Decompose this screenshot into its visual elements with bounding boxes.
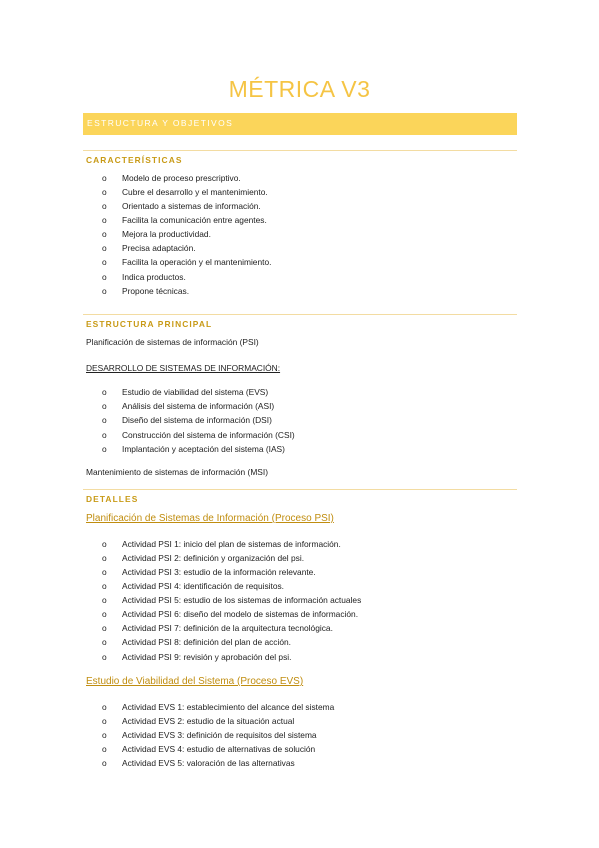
list-item: o Actividad PSI 9: revisión y aprobación del psi.	[102, 652, 292, 662]
bullet-icon: o	[102, 581, 107, 591]
list-item: o Actividad PSI 2: definición y organización del psi.	[102, 553, 305, 563]
bullet-icon: o	[102, 415, 107, 425]
bullet-icon: o	[102, 187, 107, 197]
list-item: o Precisa adaptación.	[102, 243, 196, 253]
bullet-icon: o	[102, 637, 107, 647]
list-item: o Orientado a sistemas de información.	[102, 201, 261, 211]
bullet-icon: o	[102, 215, 107, 225]
bullet-icon: o	[102, 623, 107, 633]
heading-caracteristicas: CARACTERÍSTICAS	[86, 155, 183, 165]
bullet-icon: o	[102, 652, 107, 662]
list-item: o Estudio de viabilidad del sistema (EVS)	[102, 387, 269, 397]
list-item: o Actividad EVS 3: definición de requisitos del sistema	[102, 730, 317, 740]
heading-detalles: DETALLES	[86, 494, 139, 504]
list-item: o Facilita la operación y el mantenimiento.	[102, 257, 272, 267]
list-item: o Cubre el desarrollo y el mantenimiento.	[102, 187, 268, 197]
psi-process-title: Planificación de Sistemas de Información (Proceso PSI)	[86, 513, 334, 524]
bullet-icon: o	[102, 286, 107, 296]
bullet-icon: o	[102, 595, 107, 605]
bullet-icon: o	[102, 243, 107, 253]
bullet-icon: o	[102, 730, 107, 740]
list-item: o Facilita la comunicación entre agentes.	[102, 215, 267, 225]
list-item: o Construcción del sistema de información (CSI)	[102, 430, 295, 440]
list-item: o Actividad PSI 1: inicio del plan de sistemas de información.	[102, 539, 341, 549]
list-item: o Mejora la productividad.	[102, 229, 211, 239]
list-item: o Actividad PSI 3: estudio de la información relevante.	[102, 567, 316, 577]
bullet-icon: o	[102, 539, 107, 549]
bullet-icon: o	[102, 401, 107, 411]
psi-label: Planificación de sistemas de información (PSI)	[86, 337, 259, 347]
bullet-icon: o	[102, 567, 107, 577]
list-item: o Actividad PSI 8: definición del plan de acción.	[102, 637, 292, 647]
list-item: o Actividad EVS 2: estudio de la situación actual	[102, 716, 295, 726]
list-item: o Propone técnicas.	[102, 286, 190, 296]
msi-label: Mantenimiento de sistemas de información (MSI)	[86, 467, 268, 477]
dsi-heading: DESARROLLO DE SISTEMAS DE INFORMACIÓN:	[86, 363, 281, 373]
bullet-icon: o	[102, 444, 107, 454]
list-item: o Actividad PSI 7: definición de la arquitectura tecnológica.	[102, 623, 333, 633]
bullet-icon: o	[102, 744, 107, 754]
list-item: o Actividad PSI 6: diseño del modelo de sistemas de información.	[102, 609, 359, 619]
list-item: o Diseño del sistema de información (DSI)	[102, 415, 272, 425]
bullet-icon: o	[102, 201, 107, 211]
bullet-icon: o	[102, 173, 107, 183]
list-item: o Análisis del sistema de información (ASI)	[102, 401, 275, 411]
bullet-icon: o	[102, 609, 107, 619]
document-title: MÉTRICA V3	[228, 76, 371, 102]
list-item: o Actividad EVS 1: establecimiento del alcance del sistema	[102, 702, 335, 712]
bullet-icon: o	[102, 272, 107, 282]
list-item: o Actividad EVS 5: valoración de las alternativas	[102, 758, 295, 768]
divider	[83, 150, 517, 151]
bullet-icon: o	[102, 430, 107, 440]
list-item: o Actividad EVS 4: estudio de alternativas de solución	[102, 744, 316, 754]
bullet-icon: o	[102, 716, 107, 726]
bullet-icon: o	[102, 758, 107, 768]
evs-process-title: Estudio de Viabilidad del Sistema (Proceso EVS)	[86, 676, 304, 687]
bullet-icon: o	[102, 257, 107, 267]
list-item: o Modelo de proceso prescriptivo.	[102, 173, 241, 183]
list-item: o Implantación y aceptación del sistema (IAS)	[102, 444, 285, 454]
list-item: o Indica productos.	[102, 272, 186, 282]
divider	[83, 489, 517, 490]
section-banner-label: ESTRUCTURA Y OBJETIVOS	[87, 118, 234, 128]
divider	[83, 314, 517, 315]
heading-estructura-principal: ESTRUCTURA PRINCIPAL	[86, 319, 213, 329]
bullet-icon: o	[102, 702, 107, 712]
list-item: o Actividad PSI 5: estudio de los sistemas de información actuales	[102, 595, 362, 605]
bullet-icon: o	[102, 553, 107, 563]
bullet-icon: o	[102, 387, 107, 397]
list-item: o Actividad PSI 4: identificación de requisitos.	[102, 581, 285, 591]
section-banner	[83, 113, 517, 135]
bullet-icon: o	[102, 229, 107, 239]
